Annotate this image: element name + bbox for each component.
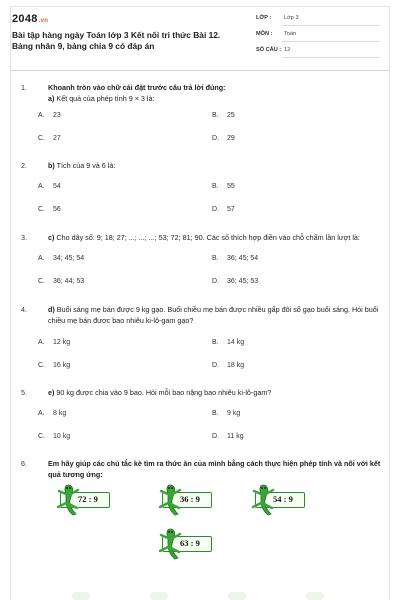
question-number: 3. bbox=[21, 233, 27, 242]
meta-class bbox=[256, 14, 380, 26]
site-logo[interactable] bbox=[12, 13, 48, 25]
question-body: Buổi sáng mẹ bán được 9 kg gạo. Buổi chiều mẹ bán được nhiều gấp đôi số gạo buổi sáng. Hỏi buổi chiều mẹ bán được bao nhiêu ki-lô-gam gạo? bbox=[48, 305, 379, 325]
question-number: 4. bbox=[21, 305, 27, 314]
option-c[interactable]: C. 16 kg bbox=[38, 362, 71, 369]
meta-subject-label: MÔN : bbox=[256, 31, 273, 37]
logo-text: 2048 bbox=[12, 13, 38, 25]
sub-label: b) bbox=[48, 161, 55, 170]
option-d[interactable]: D. 36; 45; 53 bbox=[212, 278, 259, 285]
question-body: 90 kg được chia vào 9 bao. Hỏi mỗi bao nặng bao nhiêu ki-lô-gam? bbox=[54, 388, 272, 397]
gecko-card-36-9[interactable] bbox=[162, 488, 214, 510]
question-number: 2. bbox=[21, 161, 27, 170]
option-b[interactable]: B. 14 kg bbox=[212, 339, 245, 346]
option-c[interactable]: C. 56 bbox=[38, 206, 61, 213]
logo-tld: .vn bbox=[38, 18, 49, 24]
gecko-expression: 54 : 9 bbox=[273, 494, 293, 504]
option-a[interactable]: A. 34; 45; 54 bbox=[38, 255, 85, 262]
gecko-expression: 36 : 9 bbox=[180, 494, 200, 504]
page-title: Bài tập hàng ngày Toán lớp 3 Kết nối tri thức Bài 12. Bảng nhân 9, bảng chia 9 có đáp án bbox=[12, 30, 221, 51]
option-b[interactable]: B. 9 kg bbox=[212, 410, 241, 417]
sub-label: c) bbox=[48, 233, 55, 242]
cut-off-image bbox=[72, 592, 90, 600]
meta-count-label: SỐ CÂU : bbox=[256, 47, 282, 53]
question-number: 5. bbox=[21, 388, 27, 397]
question-heading: Khoanh tròn vào chữ cái đặt trước câu trả lời đúng: bbox=[48, 83, 226, 92]
question-body: Cho dãy số: 9; 18; 27; ...; ...; ...; 53; 72; 81; 90. Các số thích hợp điền vào chỗ chấm lần lượt là: bbox=[54, 233, 360, 242]
option-a[interactable]: A. 12 kg bbox=[38, 339, 71, 346]
question-number: 1. bbox=[21, 83, 27, 92]
gecko-card-54-9[interactable] bbox=[255, 488, 307, 510]
question-body: Kết quả của phép tính 9 × 3 là: bbox=[54, 94, 155, 103]
option-b[interactable]: B. 55 bbox=[212, 183, 235, 190]
meta-class-label: LỚP : bbox=[256, 15, 272, 21]
gecko-expression: 72 : 9 bbox=[78, 494, 98, 504]
question-number: 6. bbox=[21, 459, 27, 468]
option-d[interactable]: D. 29 bbox=[212, 135, 235, 142]
option-c[interactable]: C. 36; 44; 53 bbox=[38, 278, 85, 285]
question-heading: Em hãy giúp các chú tắc kè tìm ra thức ăn của mình bằng cách thực hiện phép tính và nối với kết quả tương ứng: bbox=[48, 459, 381, 479]
question-text bbox=[48, 160, 384, 171]
gecko-card-72-9[interactable] bbox=[60, 488, 112, 510]
sub-label: e) bbox=[48, 388, 55, 397]
option-d[interactable]: D. 18 kg bbox=[212, 362, 245, 369]
cut-off-image bbox=[228, 592, 246, 600]
gecko-expression: 63 : 9 bbox=[180, 538, 200, 548]
option-c[interactable]: C. 27 bbox=[38, 135, 61, 142]
question-text bbox=[48, 458, 384, 480]
question-text bbox=[48, 232, 384, 243]
meta-count bbox=[256, 46, 380, 58]
question-text bbox=[48, 387, 384, 398]
question-text bbox=[48, 304, 384, 326]
option-d[interactable]: D. 11 kg bbox=[212, 433, 244, 440]
option-c[interactable]: C. 10 kg bbox=[38, 433, 71, 440]
option-a[interactable]: A. 54 bbox=[38, 183, 61, 190]
question-text bbox=[48, 82, 384, 104]
cut-off-image bbox=[306, 592, 324, 600]
meta-subject bbox=[256, 30, 380, 42]
gecko-card-63-9[interactable] bbox=[162, 532, 214, 554]
header-divider bbox=[10, 70, 390, 71]
option-a[interactable]: A. 8 kg bbox=[38, 410, 67, 417]
question-body: Tích của 9 và 6 là: bbox=[54, 161, 116, 170]
option-d[interactable]: D. 57 bbox=[212, 206, 235, 213]
cut-off-image bbox=[150, 592, 168, 600]
option-b[interactable]: B. 25 bbox=[212, 112, 235, 119]
meta-subject-value: Toán bbox=[284, 31, 297, 37]
option-a[interactable]: A. 23 bbox=[38, 112, 61, 119]
sub-label: a) bbox=[48, 94, 55, 103]
sub-label: d) bbox=[48, 305, 55, 314]
meta-count-value: 12 bbox=[284, 47, 291, 53]
meta-class-value: Lớp 3 bbox=[284, 15, 299, 21]
option-b[interactable]: B. 36; 45; 54 bbox=[212, 255, 259, 262]
